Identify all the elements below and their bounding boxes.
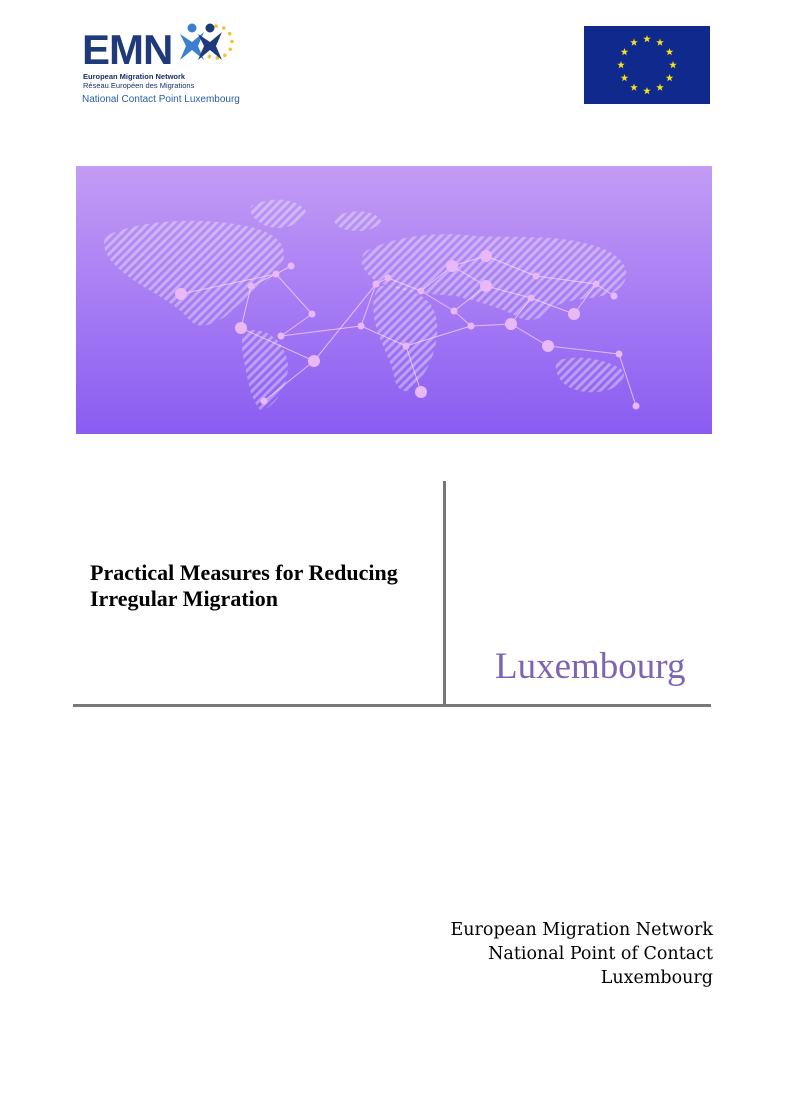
emn-star — [230, 40, 234, 44]
network-node — [308, 355, 320, 367]
emn-subtitle-en: European Migration Network — [83, 72, 186, 81]
network-node — [611, 293, 618, 300]
publisher-line-3: Luxembourg — [600, 968, 713, 988]
network-node — [288, 263, 295, 270]
emn-star — [228, 32, 232, 36]
network-node — [451, 308, 458, 315]
network-node — [568, 308, 580, 320]
network-node — [415, 386, 427, 398]
network-node — [278, 333, 285, 340]
world-network-map — [76, 166, 712, 434]
emn-star — [214, 24, 218, 28]
network-node — [633, 403, 640, 410]
network-node — [593, 281, 600, 288]
emn-star — [208, 55, 212, 59]
emn-star — [222, 26, 226, 30]
network-node — [616, 351, 623, 358]
network-node — [309, 311, 316, 318]
network-node — [542, 340, 554, 352]
network-node — [528, 295, 535, 302]
network-node — [533, 273, 540, 280]
network-node — [261, 398, 268, 405]
document-title — [90, 560, 440, 612]
network-node — [175, 288, 187, 300]
publisher-line-2: National Point of Contact — [488, 944, 713, 964]
network-node — [418, 288, 425, 295]
emn-wordmark: EMN — [82, 26, 173, 73]
network-node — [403, 343, 410, 350]
emn-subtitle-fr: Réseau Européen des Migrations — [83, 81, 195, 90]
network-node — [385, 275, 392, 282]
network-node — [446, 260, 458, 272]
network-node — [480, 250, 492, 262]
emn-star — [228, 47, 232, 51]
network-node — [468, 323, 475, 330]
document-title-line-2: Irregular Migration — [90, 586, 278, 611]
network-node — [505, 318, 517, 330]
network-node — [235, 322, 247, 334]
horizontal-divider — [73, 704, 711, 707]
vertical-divider — [443, 481, 446, 705]
emn-contact-point: National Contact Point Luxembourg — [82, 94, 240, 105]
emn-logo — [80, 20, 240, 110]
network-node — [480, 280, 492, 292]
document-title-line-1: Practical Measures for Reducing — [90, 560, 398, 585]
publisher-block — [451, 918, 713, 990]
emn-figure-2 — [198, 24, 222, 61]
eu-flag-icon — [584, 26, 710, 104]
network-node — [273, 271, 280, 278]
publisher-line-1: European Migration Network — [450, 920, 713, 940]
network-node — [248, 283, 255, 290]
network-node — [358, 323, 365, 330]
network-node — [373, 281, 380, 288]
country-name: Luxembourg — [495, 646, 686, 687]
emn-people-icon — [174, 20, 238, 70]
emn-star — [223, 54, 227, 58]
